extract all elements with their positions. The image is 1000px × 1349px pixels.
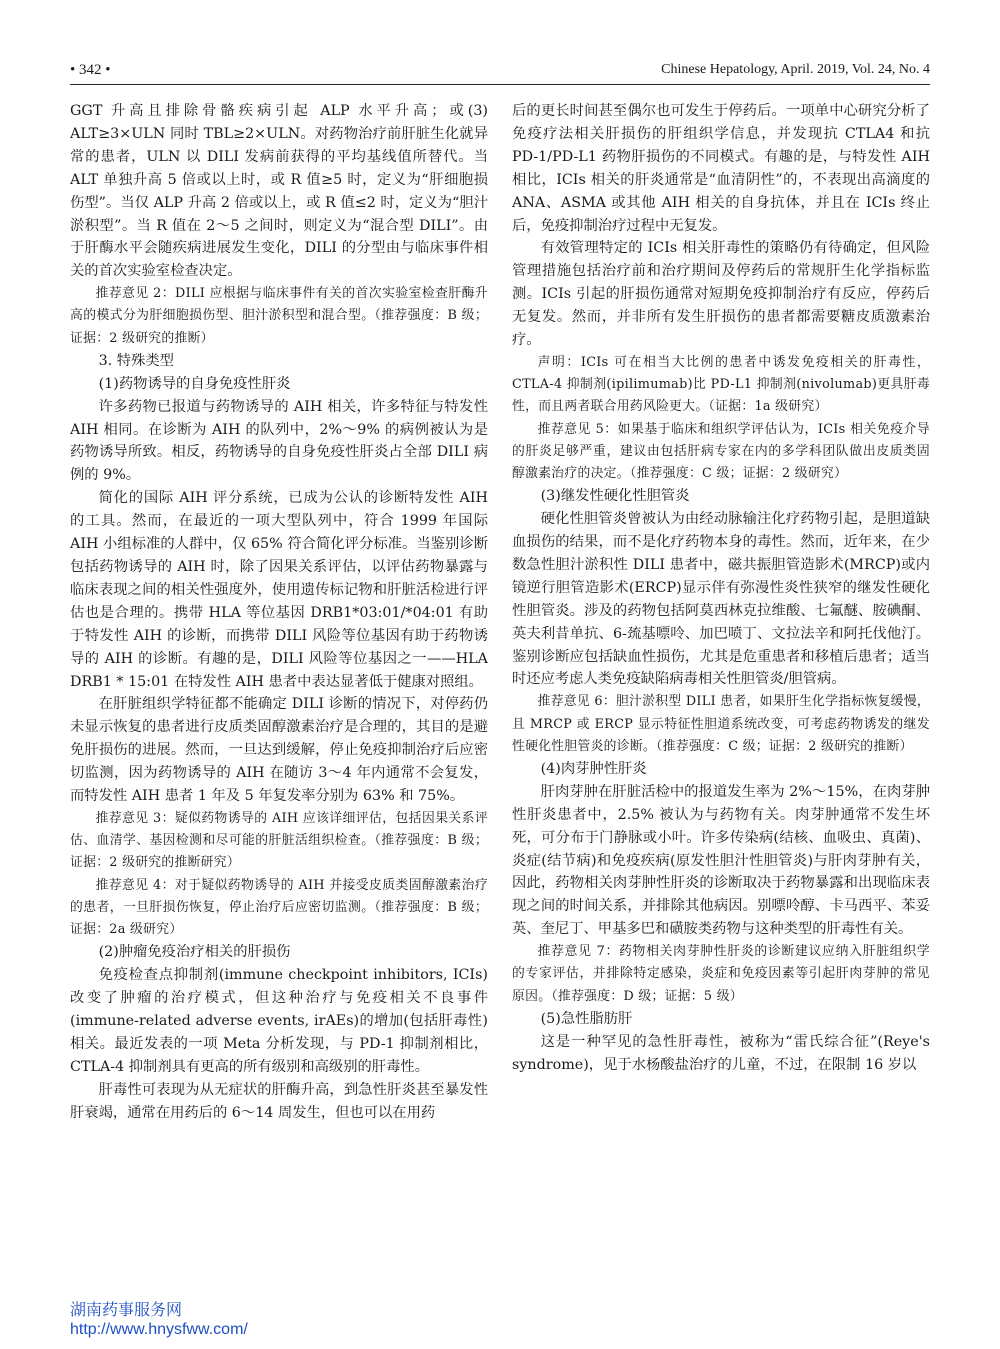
paragraph: 免疫检查点抑制剂(immune checkpoint inhibitors, ICIs)改变了肿瘤的治疗模式，但这种治疗与免疫相关不良事件(immune-related adverse events, irAEs)的增加(包括肝毒性)相关。最近发表的一项 Meta 分析发现，与 PD-1 抑制剂相比，CTLA-4 抑制剂具有更高的所有级别和高级别的肝毒性。	[70, 967, 488, 1075]
recommendation-text: 推荐意见 5：如果基于临床和组织学评估认为，ICIs 相关免疫介导的肝炎足够严重，建议由包括肝病专家在内的多学科团队做出皮质类固醇激素治疗的决定。（推荐强度：C 级；证据：2 级研究）	[512, 421, 930, 481]
paragraph: 硬化性胆管炎曾被认为由经动脉输注化疗药物引起，是胆道缺血损伤的结果，而不是化疗药物本身的毒性。然而，近年来，在少数急性胆汁淤积性 DILI 患者中，磁共振胆管造影术(MRCP)或内镜逆行胆管造影术(ERCP)显示伴有弥漫性炎性狭窄的继发性硬化性胆管炎。涉及的药物包括阿莫西林克拉维酸、七氟醚、胺碘酮、英夫利昔单抗、6-巯基嘌呤、加巴喷丁、文拉法辛和阿托伐他汀。鉴别诊断应包括缺血性损伤，尤其是危重患者和移植后患者；适当时还应考虑人类免疫缺陷病毒相关性胆管炎/胆管病。	[512, 511, 930, 688]
recommendation-text: 声明：ICIs 可在相当大比例的患者中诱发免疫相关的肝毒性，CTLA-4 抑制剂(ipilimumab)比 PD-L1 抑制剂(nivolumab)更具肝毒性，而且两者联合用药风险更大。（证据：1a 级研究）	[512, 354, 930, 415]
section-heading: 3. 特殊类型	[98, 352, 174, 369]
paragraph: 简化的国际 AIH 评分系统，已成为公认的诊断特发性 AIH 的工具。然而，在最近的一项大型队列中，符合 1999 年国际 AIH 小组标准的人群中，仅 65% 符合简化评分标准。当鉴别诊断包括药物诱导的 AIH 时，除了因果关系评估，以评估药物暴露与临床表现之间的相关性强度外，使用遗传标记物和肝脏活检进行评估也是合理的。携带 HLA 等位基因 DRB1*03:01/*04:01 有助于特发性 AIH 的诊断，而携带 DILI 风险等位基因有助于药物诱导的 AIH 的诊断。有趣的是，DILI 风险等位基因之一——HLA DRB1 * 15:01 在特发性 AIH 患者中表达显著低于健康对照组。	[70, 490, 488, 690]
right-column	[512, 100, 930, 1315]
section-heading: (4)肉芽肿性肝炎	[540, 760, 647, 777]
page-number: • 342 •	[70, 62, 111, 78]
recommendation-text: 推荐意见 3：疑似药物诱导的 AIH 应该详细评估，包括因果关系评估、血清学、基因检测和尽可能的肝脏活组织检查。（推荐强度：B 级；证据：2 级研究的推断研究）	[70, 810, 488, 871]
section-heading: (1)药物诱导的自身免疫性肝炎	[98, 375, 291, 392]
left-column	[70, 100, 488, 1315]
recommendation-text: 推荐意见 2：DILI 应根据与临床事件有关的首次实验室检查肝酶升高的模式分为肝细胞损伤型、胆汁淤积型和混合型。（推荐强度：B 级；证据：2 级研究的推断）	[70, 286, 488, 346]
paragraph: 肝毒性可表现为从无症状的肝酶升高，到急性肝炎甚至暴发性肝衰竭，通常在用药后的 6～14 周发生，但也可以在用药	[70, 1081, 488, 1121]
paragraph: 肝肉芽肿在肝脏活检中的报道发生率为 2%～15%，在肉芽肿性肝炎患者中，2.5% 被认为与药物有关。肉芽肿通常不发生坏死，可分布于门静脉或小叶。许多传染病(结核、血吸虫、真菌)、炎症(结节病)和免疫疾病(原发性胆汁性胆管炎)与肝肉芽肿有关，因此，药物相关肉芽肿性肝炎的诊断取决于药物暴露和出现临床表现之间的时间关系，并排除其他病因。别嘌呤醇、卡马西平、苯妥英、奎尼丁、甲基多巴和磺胺类药物与这种类型的肝毒性有关。	[512, 783, 930, 938]
watermark	[70, 1301, 248, 1339]
section-heading: (3)继发性硬化性胆管炎	[540, 488, 690, 505]
paragraph: 许多药物已报道与药物诱导的 AIH 相关，许多特征与特发性 AIH 相同。在诊断为 AIH 的队列中，2%～9% 的病例被认为是药物诱导所致。相反，药物诱导的自身免疫性肝炎占全部 DILI 病例的 9%。	[70, 398, 488, 484]
paragraph: 后的更长时间甚至偶尔也可发生于停药后。一项单中心研究分析了免疫疗法相关肝损伤的肝组织学信息，并发现抗 CTLA4 和抗 PD-1/PD-L1 药物肝损伤的不同模式。有趣的是，与特发性 AIH 相比，ICIs 相关的肝炎通常是“血清阴性”的，不表现出高滴度的 ANA、ASMA 或其他 AIH 相关的自身抗体，并且在 ICIs 终止后，免疫抑制治疗过程中无复发。	[512, 103, 930, 234]
paragraph: 这是一种罕见的急性肝毒性，被称为“雷氏综合征”(Reye's syndrome)，见于水杨酸盐治疗的儿童，不过，在限制 16 岁以	[512, 1033, 930, 1073]
paragraph: 有效管理特定的 ICIs 相关肝毒性的策略仍有待确定，但风险管理措施包括治疗前和治疗期间及停药后的常规肝生化学指标监测。ICIs 引起的肝损伤通常对短期免疫抑制治疗有反应，停药后无复发。然而，并非所有发生肝损伤的患者都需要糖皮质激素治疗。	[512, 240, 930, 349]
section-heading: (5)急性脂肪肝	[540, 1010, 633, 1027]
watermark-site-name: 湖南药事服务网	[70, 1302, 183, 1319]
watermark-url[interactable]: http://www.hnysfww.com/	[70, 1321, 248, 1338]
paragraph: GGT 升高且排除骨骼疾病引起 ALP 水平升高；或(3) ALT≥3×ULN 同时 TBL≥2×ULN。对药物治疗前肝脏生化就异常的患者，ULN 以 DILI 发病前获得的平均基线值所替代。当 ALT 单独升高 5 倍或以上时，或 R 值≥5 时，定义为“肝细胞损伤型”。当仅 ALP 升高 2 倍或以上，或 R 值≤2 时，定义为“胆汁淤积型”。当 R 值在 2～5 之间时，则定义为“混合型 DILI”。由于肝酶水平会随疾病进展发生变化，DILI 的分型由与临床事件相关的首次实验室检查决定。	[70, 103, 488, 280]
journal-citation: Chinese Hepatology, April. 2019, Vol. 24, No. 4	[661, 62, 930, 77]
recommendation-text: 推荐意见 6：胆汁淤积型 DILI 患者，如果肝生化学指标恢复缓慢，且 MRCP 或 ERCP 显示特征性胆道系统改变，可考虑药物诱发的继发性硬化性胆管炎的诊断。（推荐强度：C 级；证据：2 级研究的推断）	[512, 694, 930, 754]
section-heading: (2)肿瘤免疫治疗相关的肝损伤	[98, 944, 291, 961]
recommendation-text: 推荐意见 4：对于疑似药物诱导的 AIH 并接受皮质类固醇激素治疗的患者，一旦肝损伤恢复，停止治疗后应密切监测。（推荐强度：B 级；证据：2a 级研究）	[70, 877, 488, 937]
recommendation-text: 推荐意见 7：药物相关肉芽肿性肝炎的诊断建议应纳入肝脏组织学的专家评估，并排除特定感染，炎症和免疫因素等引起肝肉芽肿的常见原因。（推荐强度：D 级；证据：5 级）	[512, 944, 930, 1004]
page-header	[70, 58, 930, 84]
paragraph: 在肝脏组织学特征都不能确定 DILI 诊断的情况下，对停药仍未显示恢复的患者进行皮质类固醇激素治疗是合理的，其目的是避免肝损伤的进展。然而，一旦达到缓解，停止免疫抑制治疗后应密切监测，因为药物诱导的 AIH 在随访 3～4 年内通常不会复发，而特发性 AIH 患者 1 年及 5 年复发率分别为 63% 和 75%。	[70, 696, 488, 805]
header-rule	[70, 84, 930, 85]
